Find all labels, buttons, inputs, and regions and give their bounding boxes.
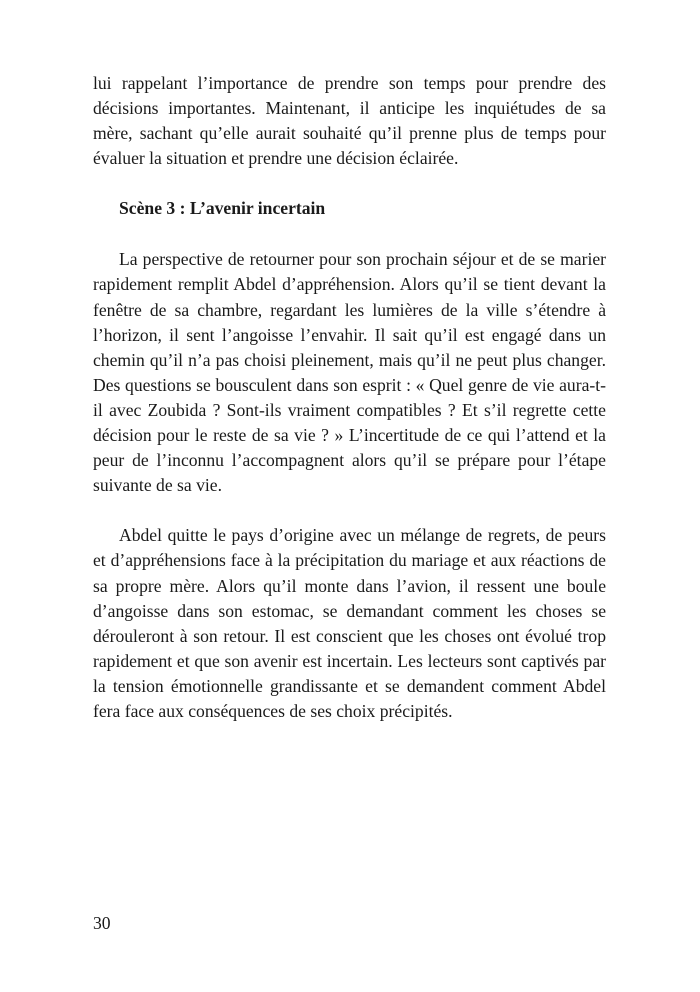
scene-heading: Scène 3 : L’avenir incertain [119,198,326,219]
paragraph-departure: Abdel quitte le pays d’origine avec un mélange de regrets, de peurs et d’appréhensions face à la précipitation du mariage et aux réactions de sa propre mère. Alors qu’il monte dans l’avion, il ressent une boule d’angoisse dans son estomac, se demandant comment les choses se dérouleront à son retour. Il est conscient que les choses ont évolué trop rapidement et que son avenir est incertain. Les lecteurs sont captivés par la tension émotionnelle grandissante et se demandent comment Abdel fera face aux conséquences de ses choix précipités. [93,525,606,721]
paragraph-continuation: lui rappelant l’importance de prendre son temps pour prendre des décisions importantes. Maintenant, il anticipe les inquiétudes de sa mère, sachant qu’elle aurait souhaité qu’il prenne plus de temps pour évaluer la situation et prendre une décision éclairée. [93,73,606,169]
page-body [93,71,606,724]
paragraph-perspective: La perspective de retourner pour son prochain séjour et de se marier rapidement remplit Abdel d’appréhension. Alors qu’il se tient devant la fenêtre de sa chambre, regardant les lumières de la ville s’étendre à l’horizon, il sent l’angoisse l’envahir. Il sait qu’il est engagé dans un chemin qu’il n’a pas choisi pleinement, mais qu’il ne peut plus changer. Des questions se bousculent dans son esprit : « Quel genre de vie aura-t-il avec Zoubida ? Sont-ils vraiment compatibles ? Et s’il regrette cette décision pour le reste de sa vie ? » L’incertitude de ce qui l’attend et la peur de l’inconnu l’accompagnent alors qu’il se prépare pour l’étape suivante de sa vie. [93,249,606,496]
page-number: 30 [93,913,111,933]
